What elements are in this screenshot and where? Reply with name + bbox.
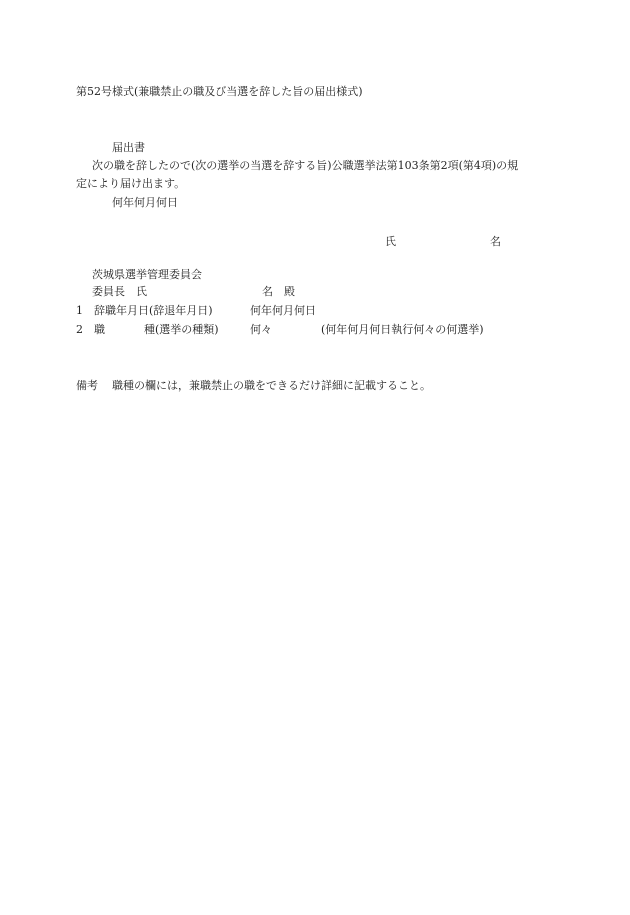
submission-date: 何年何月何日 bbox=[112, 196, 178, 209]
remarks-label: 備考 bbox=[76, 379, 98, 392]
body-text-line-1: 次の職を辞したので(次の選挙の当選を辞する旨)公職選挙法第103条第2項(第4項)の規 bbox=[92, 159, 519, 172]
signature-name-label-left: 氏 bbox=[385, 235, 396, 248]
item-number: 1 bbox=[76, 304, 83, 317]
document-heading: 届出書 bbox=[112, 141, 145, 154]
addressee-committee: 茨城県選挙管理委員会 bbox=[92, 268, 202, 281]
item-number: 2 bbox=[76, 323, 83, 336]
item-label-part-b: 種(選挙の種類) bbox=[144, 323, 219, 336]
item-label-part-a: 職 bbox=[94, 323, 105, 336]
item-note: (何年何月何日執行何々の何選挙) bbox=[321, 323, 484, 336]
body-text-line-2: 定により届け出ます。 bbox=[76, 177, 186, 190]
remarks-text: 職種の欄には，兼職禁止の職をできるだけ詳細に記載すること。 bbox=[112, 379, 431, 392]
form-title: 第52号様式(兼職禁止の職及び当選を辞した旨の届出様式) bbox=[76, 85, 363, 98]
addressee-chair-suffix: 名 殿 bbox=[262, 285, 295, 298]
item-value: 何々 bbox=[250, 323, 272, 336]
signature-name-label-right: 名 bbox=[490, 235, 501, 248]
item-value: 何年何月何日 bbox=[250, 304, 316, 317]
addressee-chair-label: 委員長 氏 bbox=[92, 285, 147, 298]
item-label: 辞職年月日(辞退年月日) bbox=[94, 304, 213, 317]
